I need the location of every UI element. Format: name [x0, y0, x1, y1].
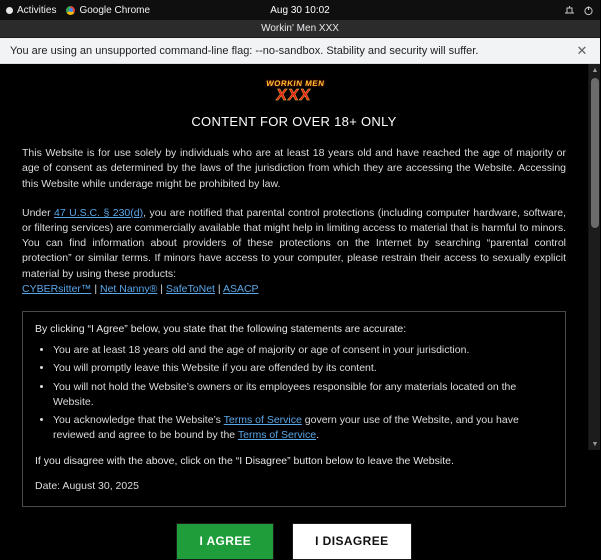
- chrome-icon: [66, 6, 75, 15]
- paragraph-2-post: , you are notified that parental control protections (including computer hardware, software, or filtering services) are commercially available that might help in limiting access to material that is harmful to minors. You can find information about providers of these protections on the Internet by searching “parental control protection” or similar terms. If minors have access to your computer, please restrain their access to sexually explicit material by using these products:: [22, 206, 567, 280]
- agree-button[interactable]: I AGREE: [176, 523, 274, 560]
- agreement-closing: If you disagree with the above, click on the “I Disagree” button below to leave the Website.: [35, 454, 454, 467]
- window-titlebar[interactable]: [0, 20, 600, 38]
- power-icon[interactable]: [583, 5, 594, 16]
- filter-link-netnanny[interactable]: Net Nanny®: [100, 282, 158, 295]
- sep-3: |: [214, 282, 223, 295]
- activities-button[interactable]: [6, 5, 56, 16]
- network-icon[interactable]: [564, 5, 575, 16]
- clock[interactable]: Aug 30 10:02: [270, 4, 330, 16]
- scroll-down-icon[interactable]: ▼: [591, 440, 599, 448]
- scrollbar-thumb[interactable]: [591, 78, 599, 228]
- scroll-up-icon[interactable]: ▲: [591, 66, 599, 74]
- filter-link-cybersitter[interactable]: CYBERsitter™: [22, 282, 92, 295]
- logo-text: [263, 80, 325, 104]
- chrome-app-button[interactable]: [66, 5, 150, 16]
- bullet-4-post: .: [316, 429, 319, 442]
- action-buttons: [22, 523, 566, 560]
- chrome-app-label: Google Chrome: [79, 4, 151, 16]
- browser-window: [0, 20, 600, 548]
- agreement-lead: By clicking “I Agree” below, you state that the following statements are accurate:: [35, 323, 407, 336]
- list-item: • You are at least 18 years old and the age of majority or age of consent in your jurisdiction.: [53, 343, 553, 358]
- sep-2: |: [157, 282, 166, 295]
- filter-link-asacp[interactable]: ASACP: [222, 282, 259, 295]
- activities-icon: [6, 7, 13, 14]
- disclaimer-paragraph-2: [22, 206, 566, 297]
- sep-1: |: [91, 282, 100, 295]
- agreement-bullet-list: [35, 343, 553, 443]
- terms-of-service-link-1[interactable]: Terms of Service: [223, 414, 302, 427]
- age-verification-page: [0, 64, 588, 548]
- logo-line-2: XXX: [274, 87, 313, 104]
- usc-link[interactable]: 47 U.S.C. § 230(d): [54, 206, 144, 219]
- activities-label: Activities: [17, 4, 57, 16]
- close-icon[interactable]: ✕: [576, 42, 588, 58]
- bullet-4-mid: govern your use of the Website, and you have reviewed and agree to be bound by the: [53, 414, 519, 442]
- site-logo: [22, 80, 566, 105]
- disclaimer-paragraph-1: This Website is for use solely by individuals who are at least 18 years old and have reached the age of majority or age of consent as determined by the laws of the jurisdiction from which they are accessing the Website. Accessing this Website while underage might be prohibited by law.: [22, 147, 566, 190]
- top-bar-left: [6, 5, 150, 16]
- list-item: • You will not hold the Website’s owners or its employees responsible for any materials located on the Website.: [53, 380, 553, 410]
- disagree-button[interactable]: I DISAGREE: [292, 523, 411, 560]
- filter-link-safetonet[interactable]: SafeToNet: [165, 282, 215, 295]
- paragraph-2-pre: Under: [22, 206, 55, 219]
- window-title: Workin' Men XXX: [261, 23, 339, 34]
- list-item: • You will promptly leave this Website if you are offended by its content.: [53, 361, 553, 376]
- bullet-4-pre: You acknowledge that the Website’s: [53, 414, 224, 427]
- agreement-box: [22, 311, 566, 507]
- top-bar-right: [564, 5, 594, 16]
- infobar-message: You are using an unsupported command-line flag: --no-sandbox. Stability and security will suffer.: [10, 44, 479, 57]
- page-scrollbar[interactable]: [588, 64, 600, 450]
- page-title: CONTENT FOR OVER 18+ ONLY: [191, 114, 397, 130]
- page-viewport: [0, 64, 600, 548]
- agreement-date: Date: August 30, 2025: [35, 479, 139, 492]
- list-item: [53, 413, 553, 443]
- logo-line-1: WORKIN MEN: [265, 79, 325, 88]
- system-top-bar: [0, 0, 600, 20]
- command-line-flag-infobar: [0, 38, 600, 64]
- terms-of-service-link-2[interactable]: Terms of Service: [237, 429, 317, 442]
